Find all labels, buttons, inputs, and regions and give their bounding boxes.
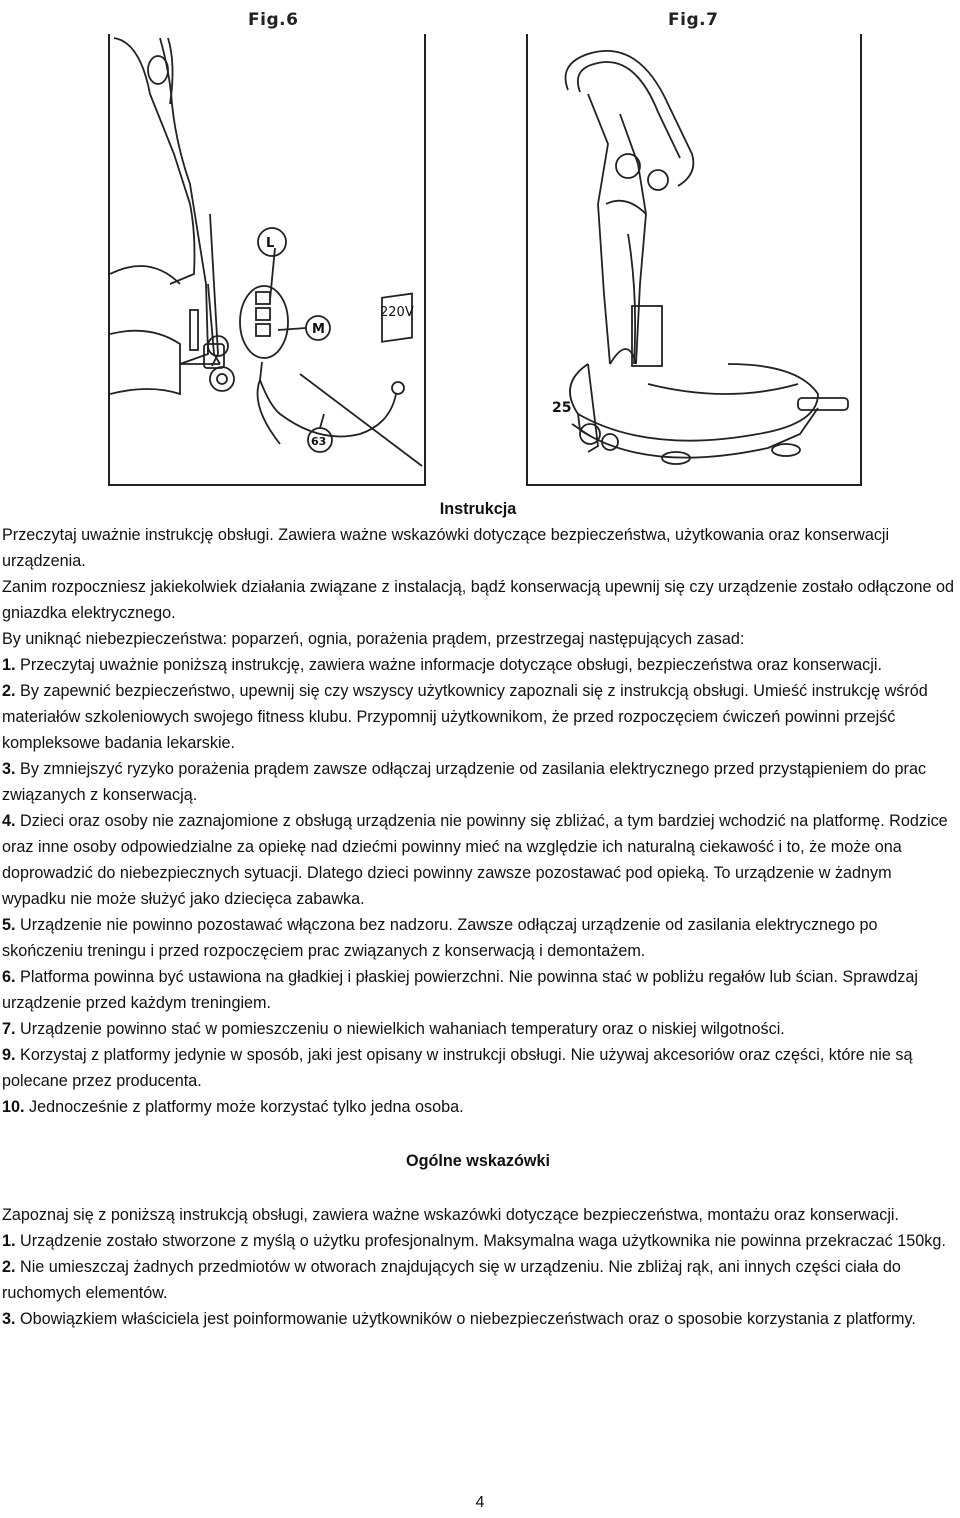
- list-item: 6. Platforma powinna być ustawiona na gładkiej i płaskiej powierzchni. Nie powinna stać w pobliżu regałów lub ścian. Sprawdzaj urządzenie przed każdym treningiem.: [2, 968, 918, 1012]
- section2-intro: Zapoznaj się z poniższą instrukcją obsługi, zawiera ważne wskazówki dotyczące bezpieczeństwa, montażu oraz konserwacji.: [2, 1206, 900, 1224]
- callout-25: 25: [552, 400, 572, 416]
- list-item: 9. Korzystaj z platformy jedynie w sposób, jaki jest opisany w instrukcji obsługi. Nie używaj akcesoriów oraz części, które nie są polecane przez producenta.: [2, 1046, 913, 1090]
- callout-M: M: [312, 322, 325, 337]
- spacer: [2, 1120, 954, 1148]
- spacer: [2, 1174, 954, 1202]
- list-item: 1. Przeczytaj uważnie poniższą instrukcję, zawiera ważne informacje dotyczące obsługi, bezpieczeństwa oraz konserwacji.: [2, 656, 882, 674]
- list-item: 1. Urządzenie zostało stworzone z myślą o użytku profesjonalnym. Maksymalna waga użytkownika nie powinna przekraczać 150kg.: [2, 1232, 946, 1250]
- fig6-illustration: [108, 34, 426, 486]
- list-item: 2. Nie umieszczaj żadnych przedmiotów w otworach znajdujących się w urządzeniu. Nie zbliżaj rąk, ani innych części ciała do ruchomych elementów.: [2, 1258, 901, 1302]
- list-item: 10. Jednocześnie z platformy może korzystać tylko jedna osoba.: [2, 1098, 464, 1116]
- intro-paragraph-3: By uniknąć niebezpieczeństwa: poparzeń, ognia, porażenia prądem, przestrzegaj następujących zasad:: [2, 630, 745, 648]
- document-body: [2, 496, 954, 1332]
- section-title-instrukcja: Instrukcja: [439, 500, 517, 518]
- figures-area: [0, 0, 960, 490]
- fig6-label: Fig.6: [248, 10, 299, 30]
- list-item: 4. Dzieci oraz osoby nie zaznajomione z obsługą urządzenia nie powinny się zbliżać, a tym bardziej wchodzić na platformę. Rodzice oraz inne osoby odpowiedzialne za opiekę nad dziećmi powinny mieć na względzie ich naturalną ciekawość i to, że może ona doprowadzić do niebezpiecznych sytuacji. Dlatego dzieci powinny zawsze pozostawać pod opieką. To urządzenie w żadnym wypadku nie może służyć jako dziecięca zabawka.: [2, 812, 948, 908]
- callout-L: L: [266, 236, 275, 251]
- list-item: 5. Urządzenie nie powinno pozostawać włączona bez nadzoru. Zawsze odłączaj urządzenie od zasilania elektrycznego po skończeniu treningu i przed rozpoczęciem prac związanych z konserwacją i demontażem.: [2, 916, 878, 960]
- section-title-ogolne-wskazowki: Ogólne wskazówki: [406, 1152, 550, 1170]
- voltage-label: 220V: [380, 305, 414, 320]
- list-item: 3. Obowiązkiem właściciela jest poinformowanie użytkowników o niebezpieczeństwach oraz o sposobie korzystania z platformy.: [2, 1310, 916, 1328]
- page-number: 4: [475, 1494, 485, 1511]
- list-item: 2. By zapewnić bezpieczeństwo, upewnij się czy wszyscy użytkownicy zapoznali się z instrukcją obsługi. Umieść instrukcję wśród materiałów szkoleniowych swojego fitness klubu. Przypomnij użytkownikom, że przed rozpoczęciem ćwiczeń powinni przejść kompleksowe badania lekarskie.: [2, 682, 928, 752]
- fig7-illustration: [526, 34, 862, 486]
- list-item: 7. Urządzenie powinno stać w pomieszczeniu o niewielkich wahaniach temperatury oraz o niskiej wilgotności.: [2, 1020, 785, 1038]
- fig7-label: Fig.7: [668, 10, 719, 30]
- callout-63: 63: [311, 435, 327, 448]
- intro-paragraph-1: Przeczytaj uważnie instrukcję obsługi. Zawiera ważne wskazówki dotyczące bezpieczeństwa, użytkowania oraz konserwacji urządzenia.: [2, 526, 890, 570]
- list-item: 3. By zmniejszyć ryzyko porażenia prądem zawsze odłączaj urządzenie od zasilania elektrycznego przed przystąpieniem do prac związanych z konserwacją.: [2, 760, 927, 804]
- intro-paragraph-2: Zanim rozpoczniesz jakiekolwiek działania związane z instalacją, bądź konserwacją upewnij się czy urządzenie zostało odłączone od gniazdka elektrycznego.: [2, 578, 954, 622]
